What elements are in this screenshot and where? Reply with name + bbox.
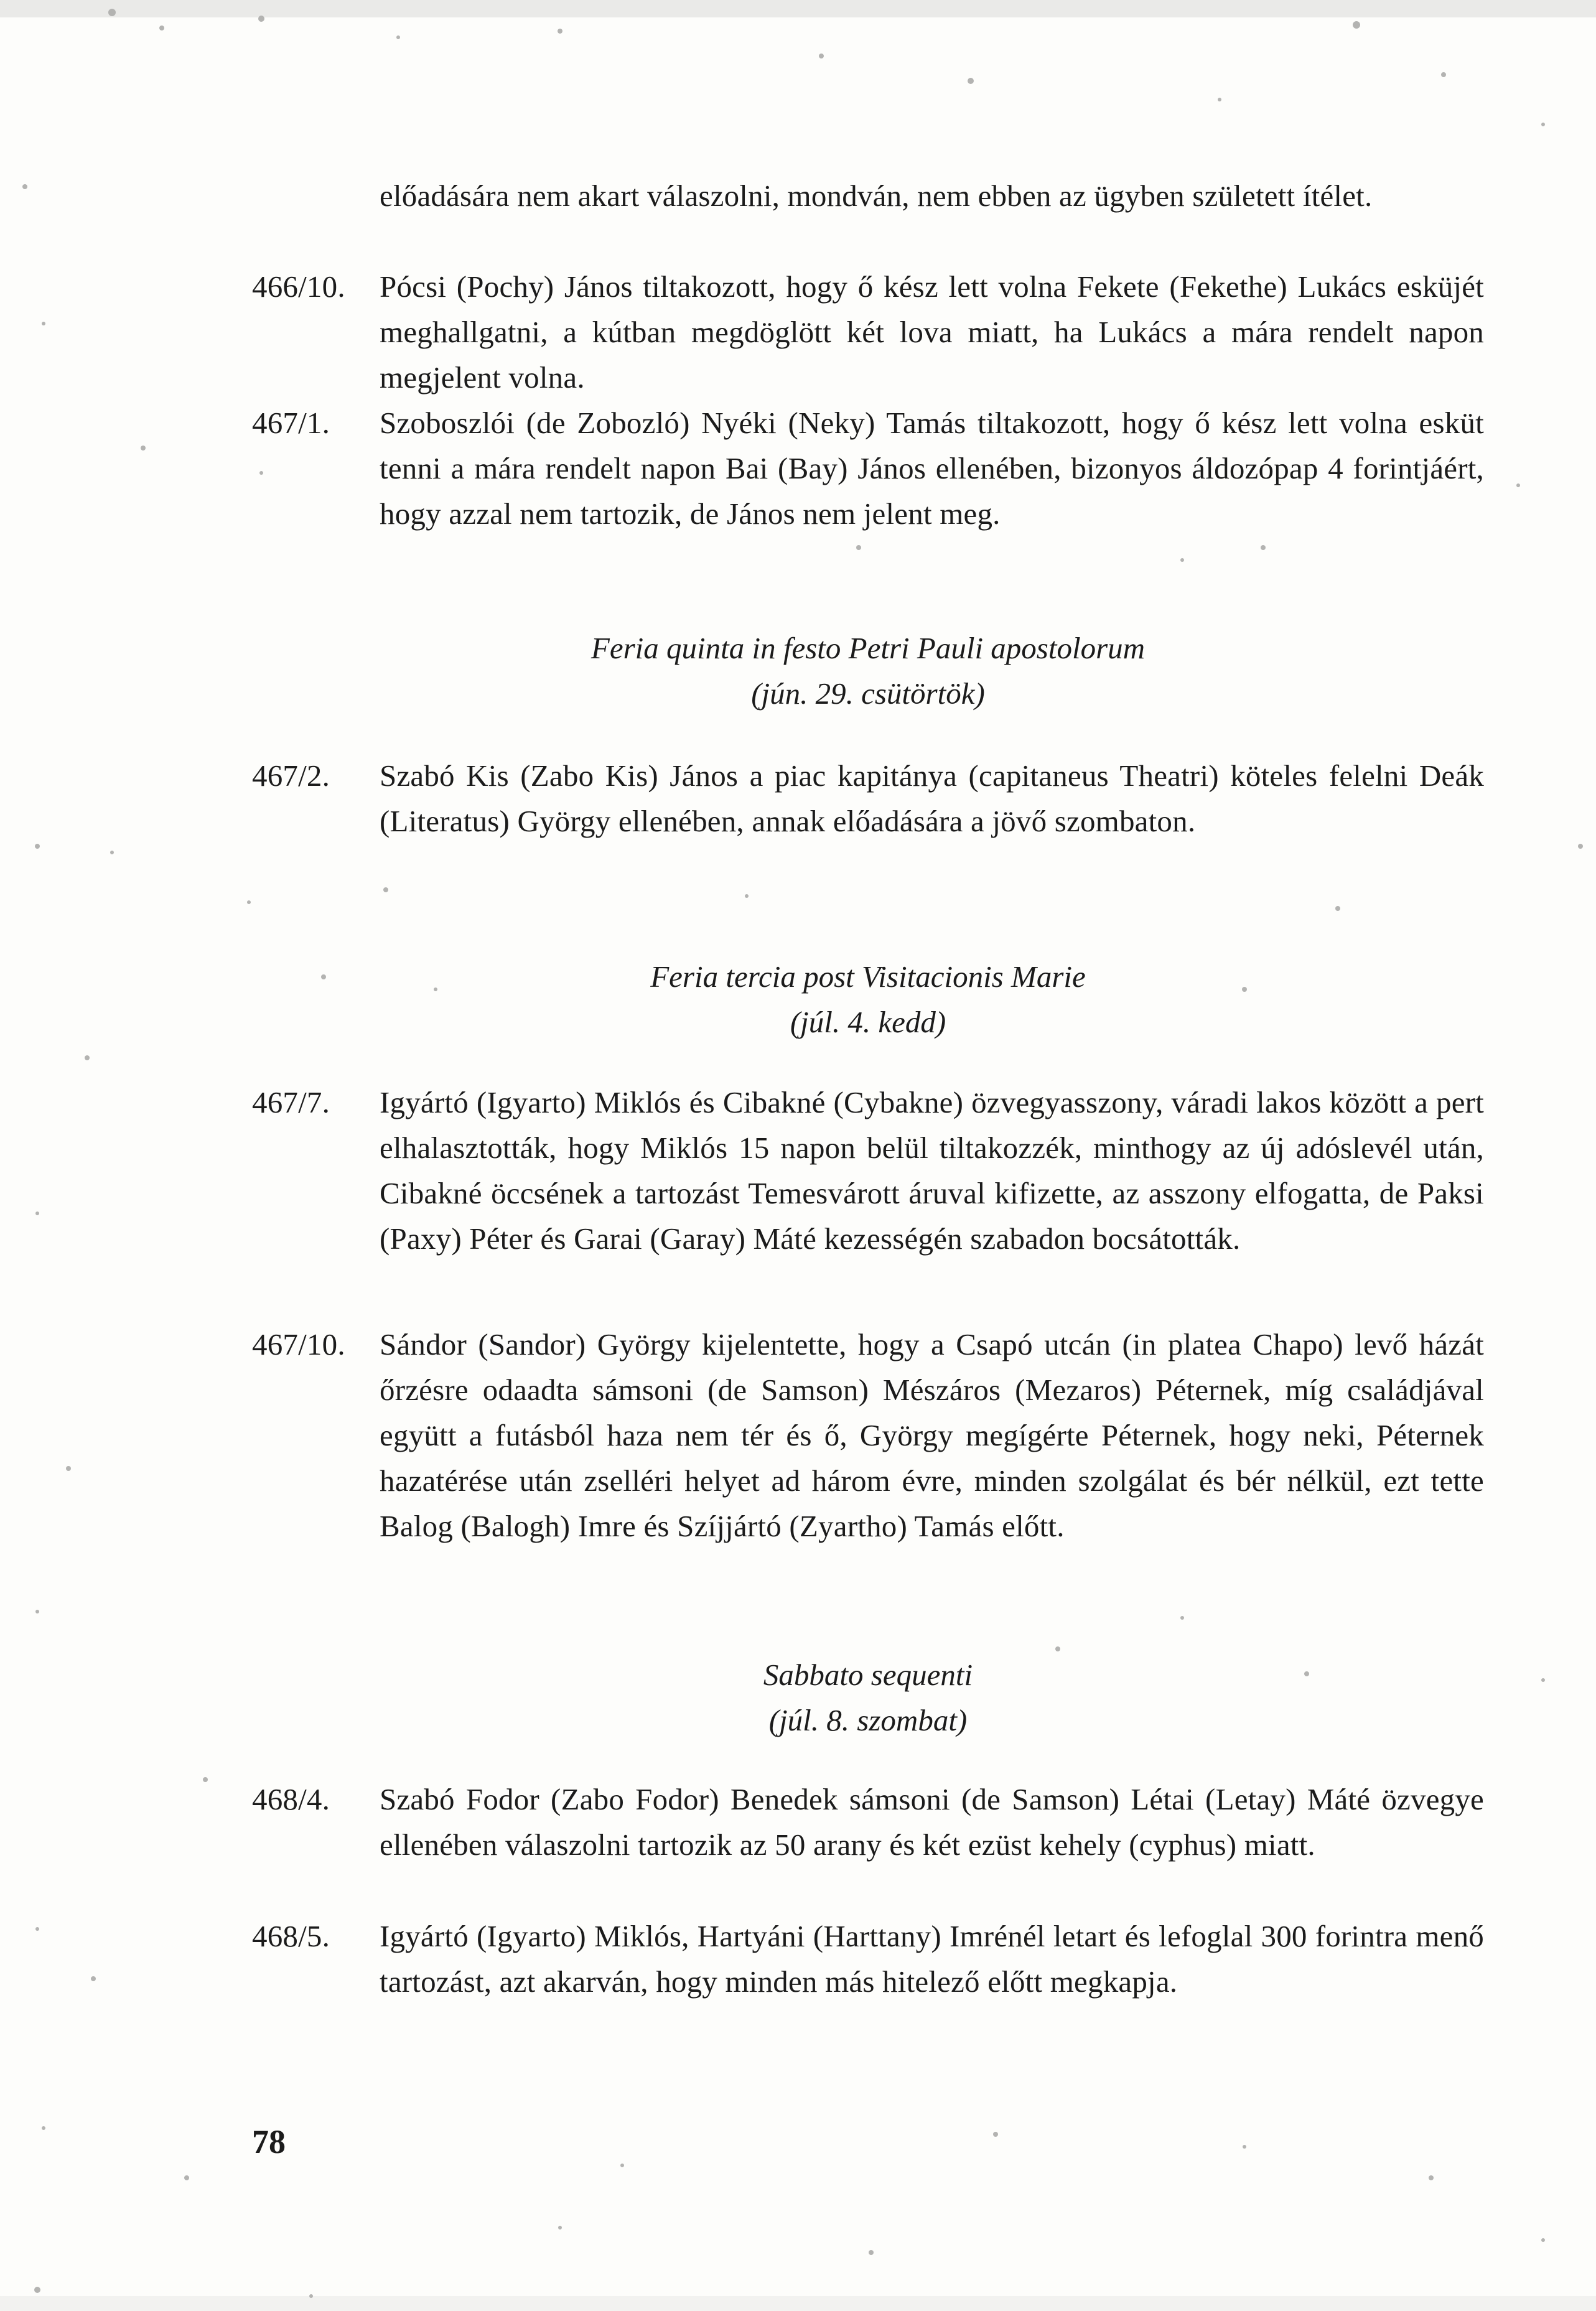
heading-date: (jún. 29. csütörtök) bbox=[751, 676, 985, 711]
entry-number: 467/1. bbox=[252, 406, 330, 440]
entry-text: Szoboszlói (de Zobozló) Nyéki (Neky) Tamás tiltakozott, hogy ő kész lett volna esküt tenni a mára rendelt napon Bai (Bay) János ellenében, bizonyos áldozópap 4 forintjáért, hogy azzal nem tartozik, de János nem jelent meg. bbox=[380, 406, 1484, 531]
section-heading-jul-4 bbox=[252, 954, 1484, 1045]
entry-text: Szabó Kis (Zabo Kis) János a piac kapitánya (capitaneus Theatri) köteles felelni Deák (Literatus) György ellenében, annak előadására a jövő szombaton. bbox=[380, 759, 1484, 838]
heading-title: Feria quinta in festo Petri Pauli apostolorum bbox=[590, 631, 1146, 665]
entry-text: Szabó Fodor (Zabo Fodor) Benedek sámsoni (de Samson) Létai (Letay) Máté özvegye ellenében válaszolni tartozik az 50 arany és két ezüst kehely (cyphus) miatt. bbox=[380, 1782, 1484, 1862]
entry-467-1 bbox=[252, 400, 1484, 536]
entry-number: 467/10. bbox=[252, 1327, 345, 1361]
section-heading-jun-29 bbox=[252, 625, 1484, 716]
heading-date: (júl. 8. szombat) bbox=[768, 1703, 968, 1737]
heading-title: Sabbato sequenti bbox=[763, 1658, 973, 1692]
entry-text: Sándor (Sandor) György kijelentette, hogy a Csapó utcán (in platea Chapo) levő házát őrzésre odaadta sámsoni (de Samson) Mészáros (Mezaros) Péternek, míg családjával együtt a futásból haza nem tér és ő, György megígérte Péternek, hogy neki, Péternek hazatérése után zselléri helyet ad három évre, minden szolgálat és bér nélkül, ezt tette Balog (Balogh) Imre és Szíjjártó (Zyartho) Tamás előtt. bbox=[380, 1327, 1484, 1543]
entry-number: 467/7. bbox=[252, 1085, 330, 1119]
entry-number: 466/10. bbox=[252, 269, 345, 304]
heading-title: Feria tercia post Visitacionis Marie bbox=[650, 959, 1086, 994]
entry-number: 467/2. bbox=[252, 759, 330, 793]
section-heading-jul-8 bbox=[252, 1652, 1484, 1743]
entry-number: 468/4. bbox=[252, 1782, 330, 1816]
entry-text: Igyártó (Igyarto) Miklós és Cibakné (Cybakne) özvegyasszony, váradi lakos között a pert elhalasztották, hogy Miklós 15 napon belül tiltakozzék, minthogy az új adóslevél után, Cibakné öccsének a tartozást Temesvárott áruval kifizette, az asszony elfogatta, de Paksi (Paxy) Péter és Garai (Garay) Máté kezességén szabadon bocsátották. bbox=[380, 1085, 1484, 1256]
entry-468-4 bbox=[252, 1776, 1484, 1867]
entry-number: 468/5. bbox=[252, 1919, 330, 1953]
entry-466-10 bbox=[252, 264, 1484, 400]
entry-text: előadására nem akart válaszolni, mondván, nem ebben az ügyben született ítélet. bbox=[380, 179, 1373, 213]
entry-467-10 bbox=[252, 1322, 1484, 1549]
entry-text: Igyártó (Igyarto) Miklós, Hartyáni (Harttany) Imrénél letart és lefoglal 300 forintra menő tartozást, azt akarván, hogy minden más hitelező előtt megkapja. bbox=[380, 1919, 1484, 1999]
entry-continuation bbox=[252, 173, 1484, 218]
page-number: 78 bbox=[252, 2123, 286, 2160]
entry-467-7 bbox=[252, 1080, 1484, 1261]
entry-text: Pócsi (Pochy) János tiltakozott, hogy ő kész lett volna Fekete (Fekethe) Lukács esküjét meghallgatni, a kútban megdöglött két lova miatt, ha Lukács a mára rendelt napon megjelent volna. bbox=[380, 269, 1484, 395]
heading-date: (júl. 4. kedd) bbox=[790, 1005, 946, 1039]
entry-467-2 bbox=[252, 753, 1484, 844]
entry-468-5 bbox=[252, 1913, 1484, 2004]
